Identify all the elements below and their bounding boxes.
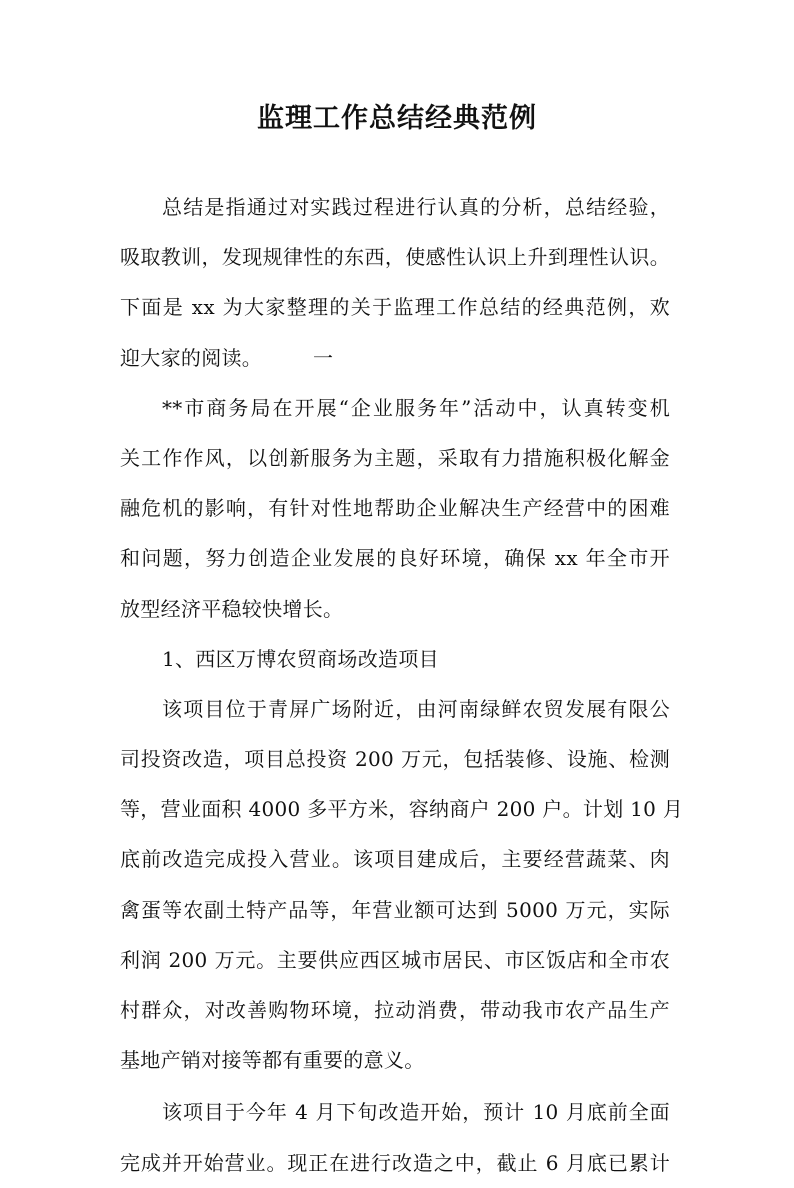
paragraph-2-line-4: 和问题，努力创造企业发展的良好环境，确保 xx 年全市开 xyxy=(120,546,670,571)
paragraph-2-line-1: **市商务局在开展“企业服务年”活动中，认真转变机 xyxy=(162,395,670,420)
paragraph-3-line-3: 等，营业面积 4000 多平方米，容纳商户 200 户。计划 10 月 xyxy=(120,797,684,822)
paragraph-3-line-5: 禽蛋等农副土特产品等，年营业额可达到 5000 万元，实际 xyxy=(120,897,670,922)
paragraph-1-line-2: 吸取教训，发现规律性的东西，使感性认识上升到理性认识。 xyxy=(120,245,670,270)
paragraph-4-line-2: 完成并开始营业。现正在进行改造之中，截止 6 月底已累计 xyxy=(120,1150,670,1175)
paragraph-3-line-4: 底前改造完成投入营业。该项目建成后，主要经营蔬菜、肉 xyxy=(120,847,670,872)
paragraph-2-line-5: 放型经济平稳较快增长。 xyxy=(120,596,344,621)
paragraph-1-line-3: 下面是 xx 为大家整理的关于监理工作总结的经典范例，欢 xyxy=(120,295,670,320)
paragraph-2-line-2: 关工作作风，以创新服务为主题，采取有力措施积极化解金 xyxy=(120,445,670,470)
paragraph-3-line-7: 村群众，对改善购物环境，拉动消费，带动我市农产品生产 xyxy=(120,998,670,1022)
paragraph-1-line-4: 迎大家的阅读。 一 xyxy=(120,345,334,370)
paragraph-3-line-1: 该项目位于青屏广场附近，由河南绿鲜农贸发展有限公 xyxy=(162,696,670,721)
paragraph-2-line-3: 融危机的影响，有针对性地帮助企业解决生产经营中的困难 xyxy=(120,496,670,521)
paragraph-3-line-6: 利润 200 万元。主要供应西区城市居民、市区饭店和全市农 xyxy=(120,947,670,972)
paragraph-4-line-1: 该项目于今年 4 月下旬改造开始，预计 10 月底前全面 xyxy=(162,1100,670,1125)
document-title: 监理工作总结经典范例 xyxy=(257,103,537,134)
document-body xyxy=(120,182,684,1188)
paragraph-3-line-8: 基地产销对接等都有重要的意义。 xyxy=(120,1048,425,1073)
section-heading-1: 1、西区万博农贸商场改造项目 xyxy=(162,646,439,671)
paragraph-1-line-1: 总结是指通过对实践过程进行认真的分析，总结经验， xyxy=(162,195,670,219)
paragraph-3-line-2: 司投资改造，项目总投资 200 万元，包括装修、设施、检测 xyxy=(120,747,670,772)
